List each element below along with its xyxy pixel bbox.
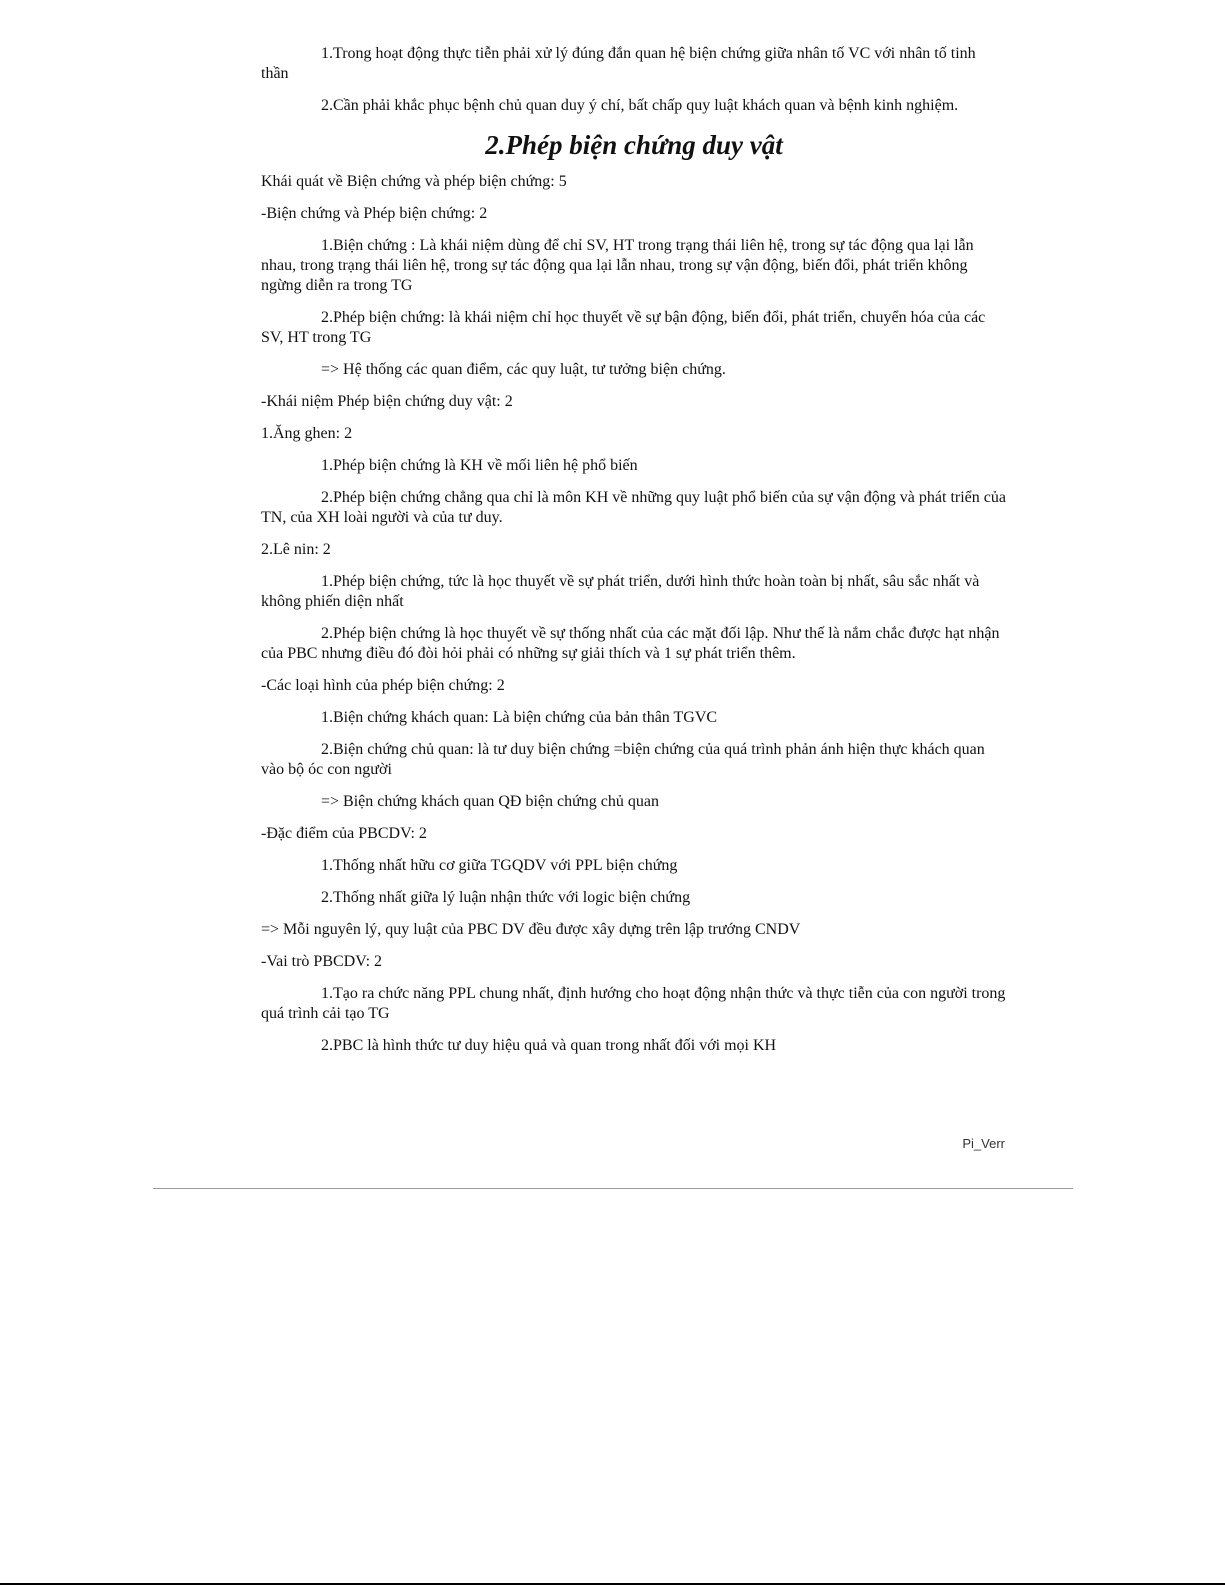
- paragraph: -Vai trò PBCDV: 2: [261, 953, 383, 970]
- paragraph: 2.Cần phải khắc phục bệnh chủ quan duy ý chí, bất chấp quy luật khách quan và bệnh kinh nghiệm.: [321, 97, 959, 114]
- page-footer-author: Pi_Verr: [962, 1136, 1005, 1151]
- paragraph: => Biện chứng khách quan QĐ biện chứng chủ quan: [321, 793, 659, 810]
- paragraph: 2.Phép biện chứng là học thuyết về sự thống nhất của các mặt đối lập. Như thế là nắm chắc được hạt nhận của PBC nhưng điều đó đòi hỏi phải có những sự giải thích và 1 sự phát triển thêm.: [261, 625, 1000, 662]
- paragraph: -Khái niệm Phép biện chứng duy vật: 2: [261, 393, 513, 410]
- paragraph: 2.Phép biện chứng: là khái niệm chỉ học thuyết về sự bận động, biến đổi, phát triển, chuyển hóa của các SV, HT trong TG: [261, 309, 986, 346]
- paragraph: 1.Ăng ghen: 2: [261, 425, 353, 442]
- document-body: [261, 44, 1007, 1068]
- paragraph: 1.Tạo ra chức năng PPL chung nhất, định hướng cho hoạt động nhận thức và thực tiễn của con người trong quá trình cải tạo TG: [261, 985, 1006, 1022]
- paragraph: 1.Phép biện chứng là KH về mối liên hệ phổ biến: [321, 457, 638, 474]
- section-heading: 2.Phép biện chứng duy vật: [485, 130, 783, 160]
- paragraph: 1.Trong hoạt động thực tiễn phải xử lý đúng đắn quan hệ biện chứng giữa nhân tố VC với nhân tố tinh thần: [261, 45, 976, 82]
- page-divider: [153, 1188, 1073, 1189]
- paragraph: -Biện chứng và Phép biện chứng: 2: [261, 205, 488, 222]
- paragraph: 2.PBC là hình thức tư duy hiệu quả và quan trong nhất đối với mọi KH: [321, 1037, 777, 1054]
- paragraph: -Các loại hình của phép biện chứng: 2: [261, 677, 505, 694]
- paragraph: 1.Thống nhất hữu cơ giữa TGQDV với PPL biện chứng: [321, 857, 678, 874]
- paragraph: => Mỗi nguyên lý, quy luật của PBC DV đều được xây dựng trên lập trướng CNDV: [261, 921, 801, 938]
- paragraph: 1.Phép biện chứng, tức là học thuyết về sự phát triển, dưới hình thức hoàn toàn bị nhất, sâu sắc nhất và không phiến diện nhất: [261, 573, 980, 610]
- paragraph: => Hệ thống các quan điểm, các quy luật, tư tưởng biện chứng.: [321, 361, 726, 378]
- paragraph: Khái quát về Biện chứng và phép biện chứng: 5: [261, 173, 567, 190]
- paragraph: 2.Biện chứng chủ quan: là tư duy biện chứng =biện chứng của quá trình phản ánh hiện thực khách quan vào bộ óc con người: [261, 741, 985, 778]
- paragraph: 1.Biện chứng khách quan: Là biện chứng của bản thân TGVC: [321, 709, 718, 726]
- paragraph: 2.Thống nhất giữa lý luận nhận thức với logic biện chứng: [321, 889, 691, 906]
- paragraph: 1.Biện chứng : Là khái niệm dùng để chỉ SV, HT trong trạng thái liên hệ, trong sự tác động qua lại lẫn nhau, trong trạng thái liên hệ, trong sự tác động qua lại lẫn nhau, trong sự vận động, biến đổi, phát triển không ngừng diễn ra trong TG: [261, 237, 974, 294]
- paragraph: 2.Lê nin: 2: [261, 541, 331, 558]
- paragraph: -Đặc điểm của PBCDV: 2: [261, 825, 427, 842]
- paragraph: 2.Phép biện chứng chẳng qua chỉ là môn KH về những quy luật phổ biến của sự vận động và phát triển của TN, của XH loài người và của tư duy.: [261, 489, 1006, 526]
